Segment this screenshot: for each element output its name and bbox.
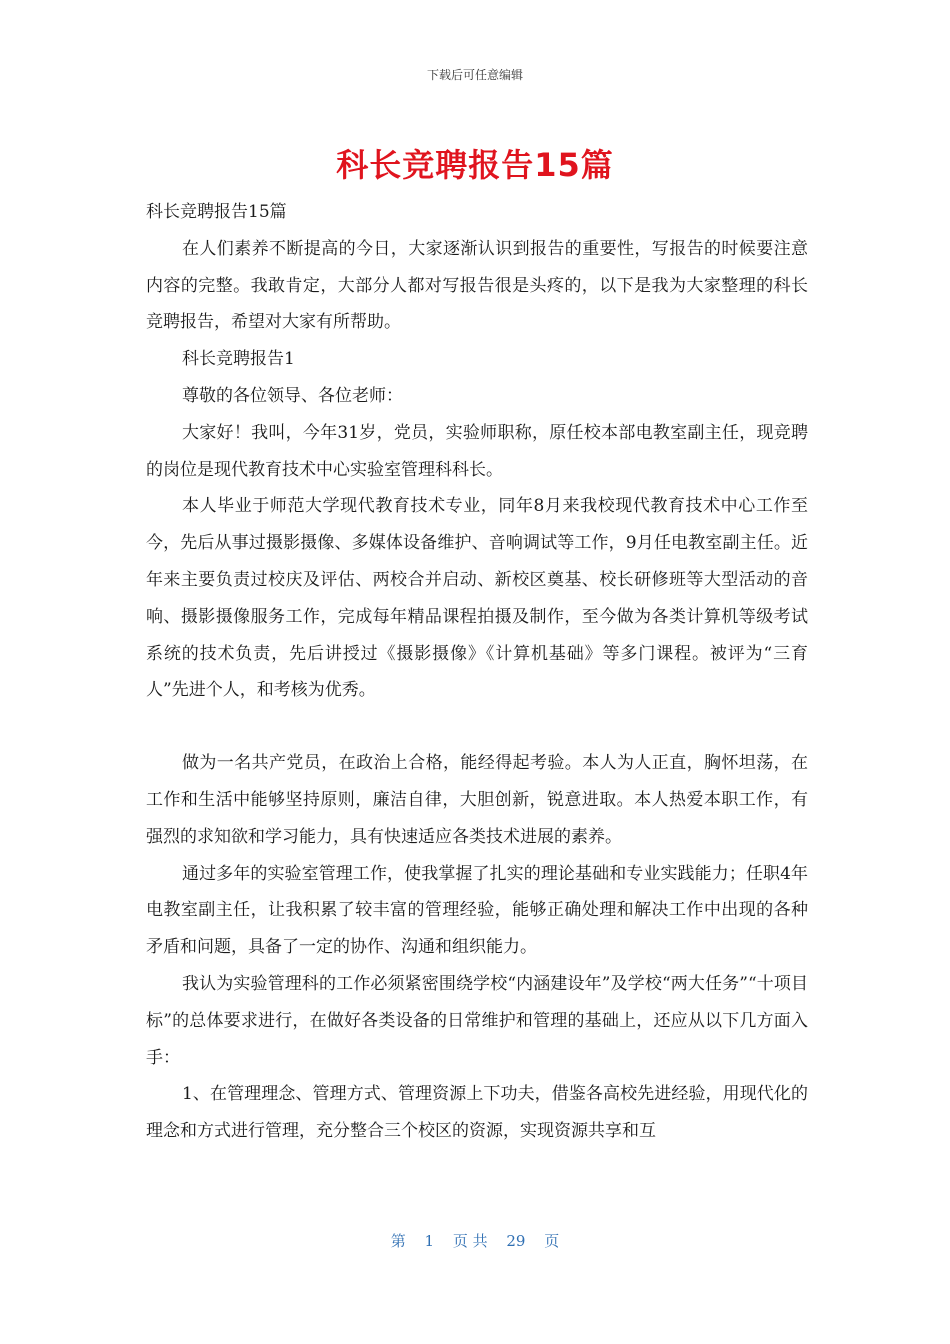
document-title: 科长竞聘报告15篇: [336, 146, 614, 184]
paragraph-approach: 我认为实验管理科的工作必须紧密围绕学校“内涵建设年”及学校“两大任务”“十项目标”的总体要求进行，在做好各类设备的日常维护和管理的基础上，还应从以下几方面入手：: [146, 973, 808, 1068]
footer-middle-label: 页 共: [452, 1232, 488, 1250]
paragraph-subtitle: 科长竞聘报告15篇: [146, 202, 287, 222]
paragraph-section-heading: 科长竞聘报告1: [182, 349, 295, 370]
header-note: 下载后可任意编辑: [426, 68, 523, 82]
paragraph-political: 做为一名共产党员，在政治上合格，能经得起考验。本人为人正直，胸怀坦荡，在工作和生活中能够坚持原则，廉洁自律，大胆创新，锐意进取。本人热爱本职工作，有强烈的求知欲和学习能力，具有快速适应各类技术进展的素养。: [146, 753, 808, 847]
footer-current-page: 1: [424, 1232, 435, 1250]
paragraph-self-intro: 大家好！我叫，今年31岁，党员，实验师职称，原任校本部电教室副主任，现竞聘的岗位是现代教育技术中心实验室管理科科长。: [146, 422, 808, 480]
footer-total-pages: 29: [506, 1232, 526, 1250]
paragraph-salutation: 尊敬的各位领导、各位老师：: [182, 385, 403, 406]
paragraph-background: 本人毕业于师范大学现代教育技术专业，同年8月来我校现代教育技术中心工作至今，先后从事过摄影摄像、多媒体设备维护、音响调试等工作，9月任电教室副主任。近年来主要负责过校庆及评估、两校合并启动、新校区奠基、校长研修班等大型活动的音响、摄影摄像服务工作，完成每年精品课程拍摄及制作，至今做为各类计算机等级考试系统的技术负责，先后讲授过《摄影摄像》《计算机基础》等多门课程。被评为“三育人”先进个人，和考核为优秀。: [146, 496, 808, 701]
paragraph-experience: 通过多年的实验室管理工作，使我掌握了扎实的理论基础和专业实践能力；任职4年电教室副主任，让我积累了较丰富的管理经验，能够正确处理和解决工作中出现的各种矛盾和问题，具备了一定的协作、沟通和组织能力。: [146, 863, 808, 958]
footer-page-label: 第: [390, 1232, 406, 1250]
document-body: [146, 194, 808, 1150]
page-number-footer: [0, 1230, 950, 1251]
paragraph-intro: 在人们素养不断提高的今日，大家逐渐认识到报告的重要性，写报告的时候要注意内容的完整。我敢肯定，大部分人都对写报告很是头疼的，以下是我为大家整理的科长竞聘报告，希望对大家有所帮助。: [146, 238, 808, 333]
footer-end-label: 页: [544, 1232, 560, 1250]
paragraph-point-1: 1、在管理理念、管理方式、管理资源上下功夫，借鉴各高校先进经验，用现代化的理念和方式进行管理，充分整合三个校区的资源，实现资源共享和互: [146, 1084, 808, 1142]
